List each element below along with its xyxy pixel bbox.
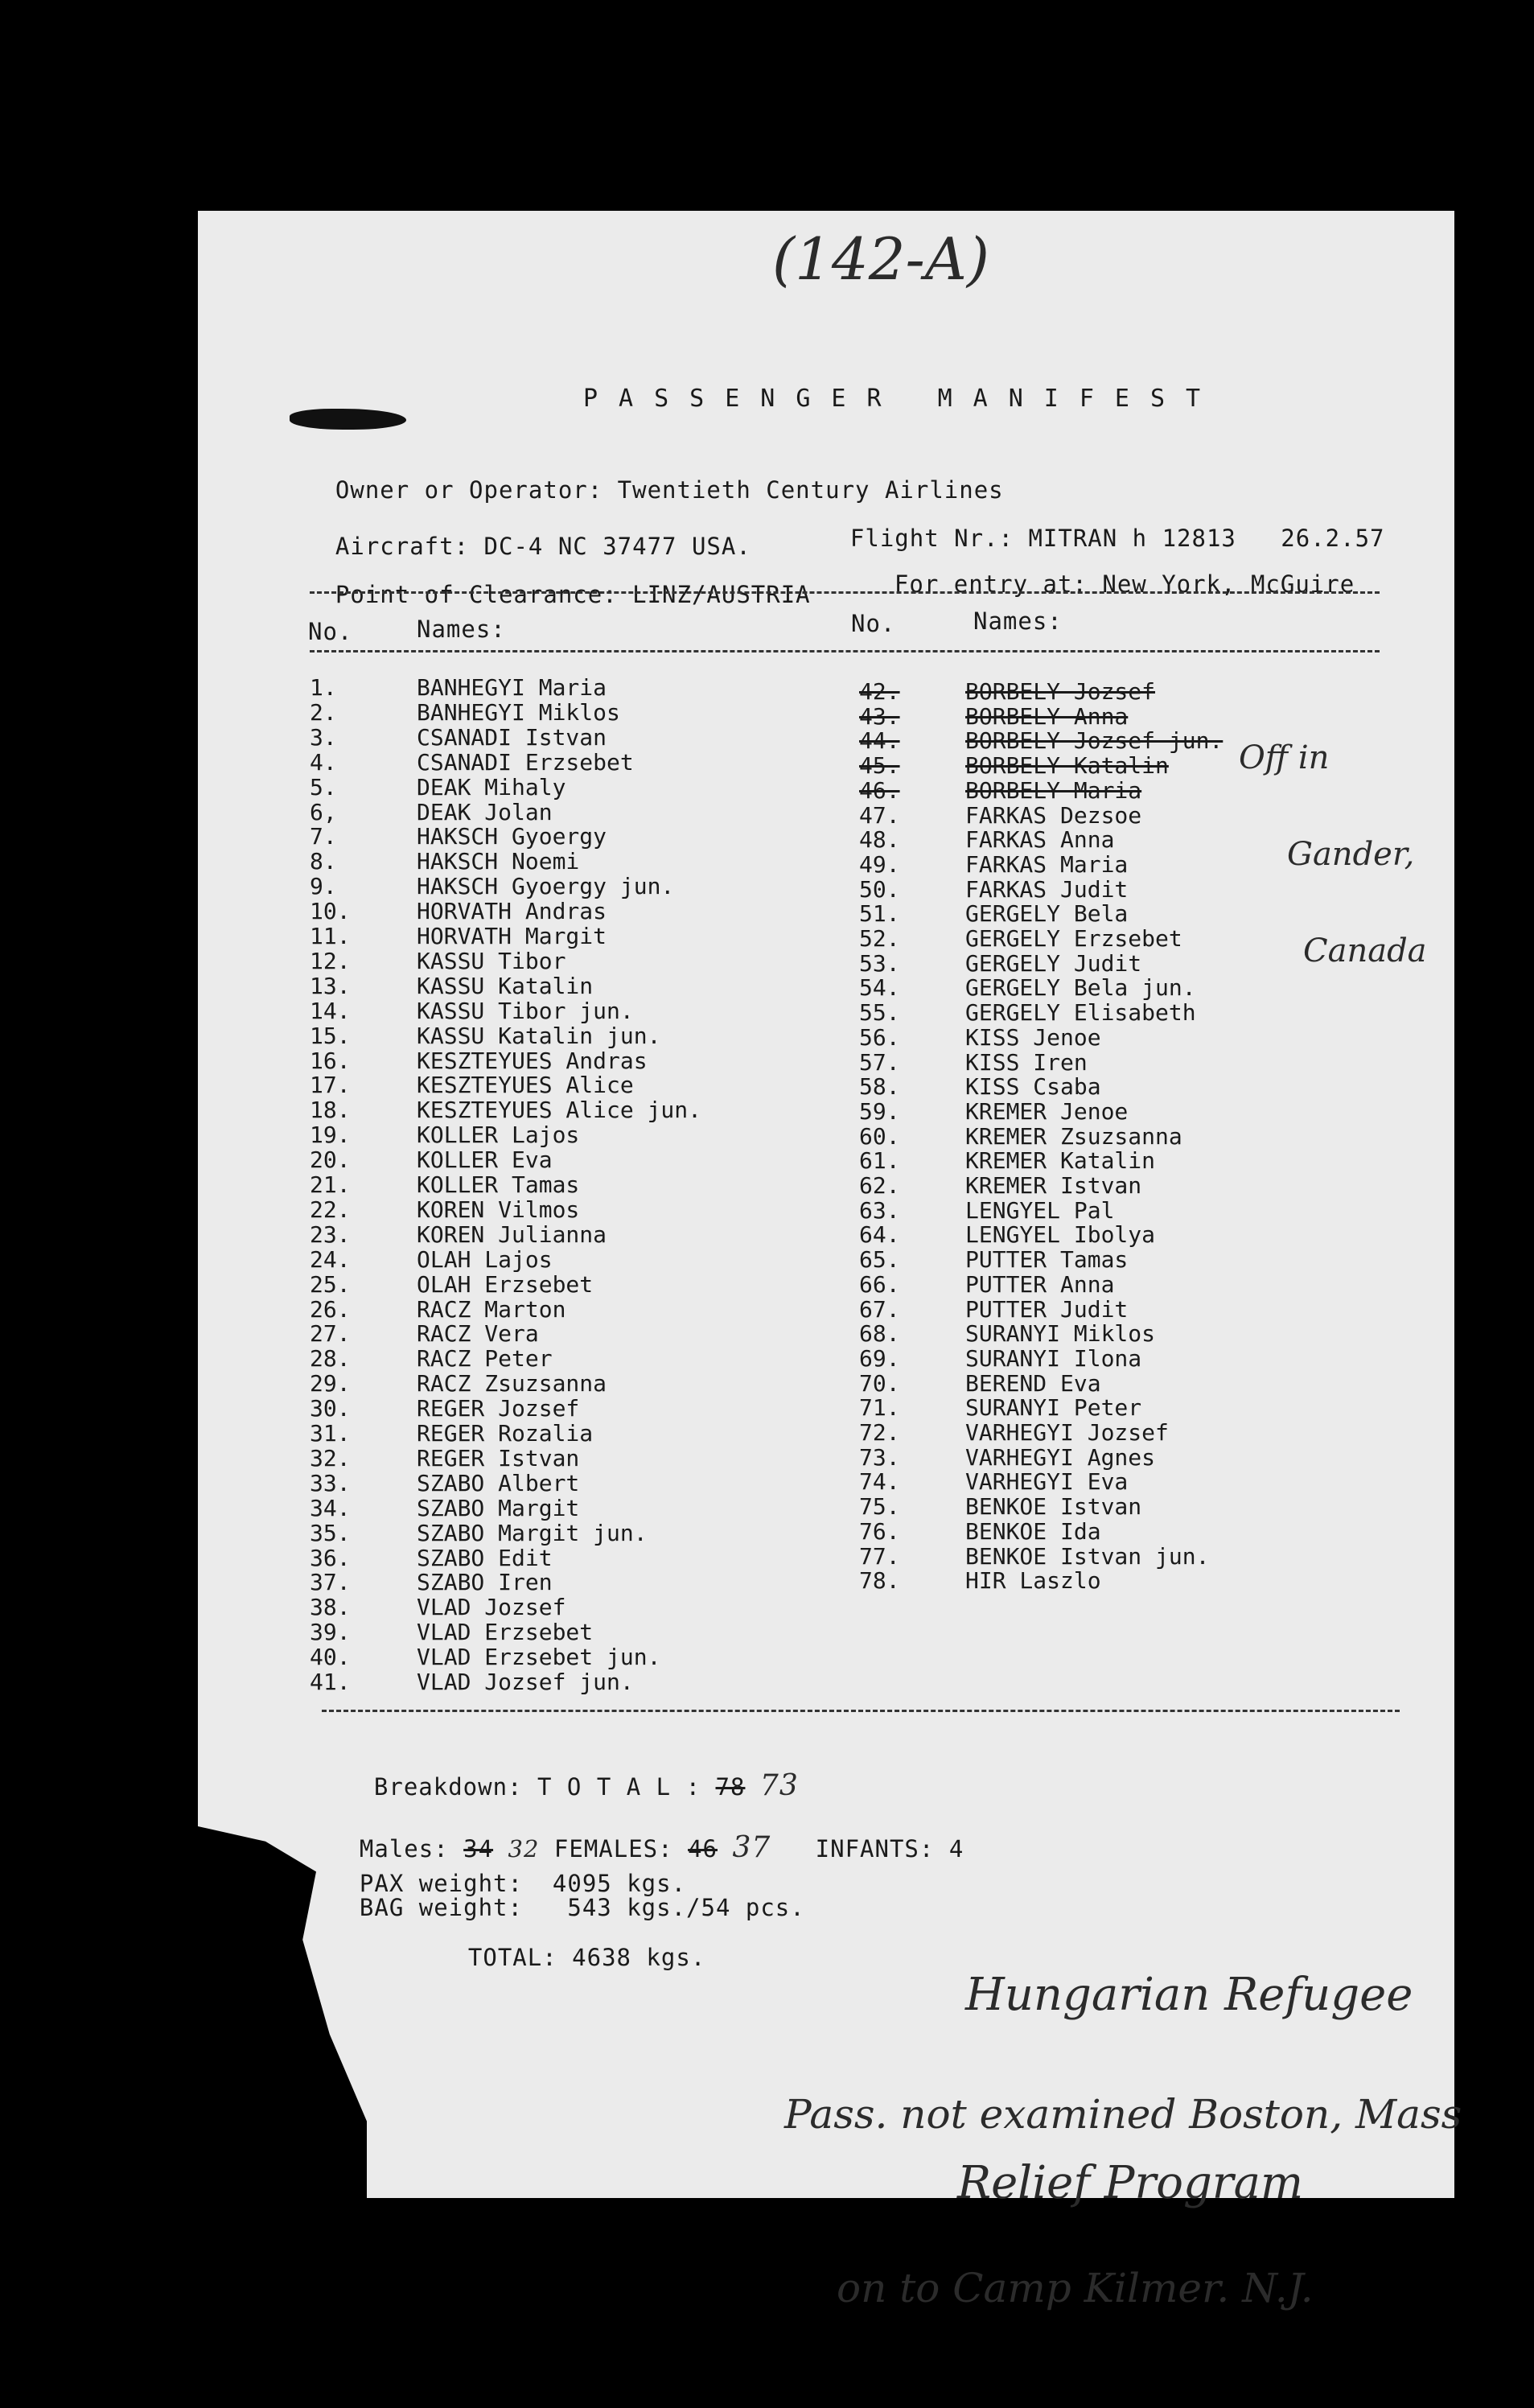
passenger-number: 16. <box>310 1047 351 1074</box>
passenger-name: BENKOE Ida <box>965 1517 1101 1545</box>
bag-value: 543 kgs./54 pcs. <box>567 1894 805 1921</box>
passenger-name: KASSU Tibor jun. <box>417 997 634 1024</box>
passenger-name: DEAK Jolan <box>417 798 553 825</box>
passenger-number: 24. <box>310 1245 351 1273</box>
passenger-number: 67. <box>859 1295 900 1323</box>
passenger-number: 61. <box>859 1147 900 1175</box>
passenger-name: PUTTER Tamas <box>965 1246 1129 1274</box>
passenger-name: SZABO Albert <box>417 1469 580 1496</box>
passenger-number: 48. <box>859 826 900 854</box>
passenger-name: KASSU Tibor <box>417 947 566 974</box>
bag-weight-line <box>330 1867 805 1921</box>
passenger-number: 50. <box>859 875 900 903</box>
passenger-name: KOLLER Tamas <box>417 1171 580 1198</box>
passenger-number: 6, <box>310 798 337 825</box>
passenger-name: SURANYI Miklos <box>965 1320 1156 1348</box>
passenger-name: HIR Laszlo <box>965 1567 1101 1595</box>
passenger-number: 11. <box>310 923 351 949</box>
flight-date: 26.2.57 <box>1281 525 1385 552</box>
passenger-name: BEREND Eva <box>965 1369 1101 1397</box>
passenger-name: GERGELY Elisabeth <box>965 999 1196 1027</box>
total-struck: 78 <box>715 1773 746 1801</box>
passenger-name: CSANADI Istvan <box>417 723 607 751</box>
passenger-number: 8. <box>310 848 337 875</box>
passenger-number: 28. <box>310 1345 351 1373</box>
passenger-number: 23. <box>310 1220 351 1248</box>
header-no-left: No. <box>308 618 353 645</box>
passenger-name: SZABO Margit <box>417 1494 580 1521</box>
passenger-name: KISS Iren <box>965 1048 1088 1076</box>
passenger-name: HAKSCH Noemi <box>417 848 580 875</box>
passenger-number: 29. <box>310 1370 351 1397</box>
passenger-number: 10. <box>310 898 351 925</box>
passenger-number: 40. <box>310 1644 351 1671</box>
passenger-number: 46. <box>859 776 900 804</box>
passenger-number: 47. <box>859 801 900 829</box>
passenger-number: 1. <box>310 674 337 701</box>
owner-value: Twentieth Century Airlines <box>617 476 1004 504</box>
passenger-number: 72. <box>859 1419 900 1446</box>
passenger-name: VLAD Erzsebet jun. <box>417 1644 661 1671</box>
passenger-number: 63. <box>859 1196 900 1224</box>
handwritten-note-2 <box>784 1970 1462 2375</box>
total-weight-line <box>438 1916 705 1971</box>
females-value: 37 <box>732 1831 771 1864</box>
passenger-number: 62. <box>859 1172 900 1199</box>
pax-value: 4095 kgs. <box>552 1870 687 1897</box>
passenger-number: 55. <box>859 999 900 1027</box>
passenger-name: OLAH Lajos <box>417 1245 553 1273</box>
aircraft-label: Aircraft: <box>335 533 470 560</box>
passenger-number: 26. <box>310 1295 351 1323</box>
header-no-right: No. <box>851 610 896 637</box>
passenger-number: 58. <box>859 1073 900 1101</box>
passenger-number: 64. <box>859 1221 900 1249</box>
passenger-name: REGER Istvan <box>417 1444 580 1472</box>
passenger-number: 71. <box>859 1394 900 1422</box>
passenger-number: 5. <box>310 773 337 801</box>
aircraft-value: DC-4 NC 37477 USA. <box>483 533 751 560</box>
passenger-number: 73. <box>859 1443 900 1471</box>
pax-label: PAX weight: <box>359 1870 523 1897</box>
passenger-number: 44. <box>859 727 900 755</box>
passenger-number: 2. <box>310 698 337 726</box>
passenger-number: 65. <box>859 1246 900 1274</box>
passenger-number: 4. <box>310 748 337 776</box>
passenger-name: VLAD Erzsebet <box>417 1619 594 1646</box>
passenger-name: SZABO Edit <box>417 1544 553 1571</box>
passenger-name: HORVATH Andras <box>417 898 607 925</box>
passenger-number: 9. <box>310 873 337 900</box>
passenger-name: PUTTER Anna <box>965 1270 1115 1298</box>
males-struck: 34 <box>463 1835 494 1863</box>
clearance-line <box>306 554 811 608</box>
passenger-name: REGER Rozalia <box>417 1420 594 1447</box>
passenger-name: HAKSCH Gyoergy <box>417 823 607 850</box>
passenger-name: BORBELY Jozsef jun. <box>965 727 1223 755</box>
passenger-number: 60. <box>859 1122 900 1150</box>
clearance-value: LINZ/AUSTRIA <box>632 581 811 608</box>
passenger-number: 7. <box>310 823 337 850</box>
passenger-number: 3. <box>310 723 337 751</box>
passenger-number: 22. <box>310 1196 351 1223</box>
breakdown-line <box>344 1742 799 1802</box>
entry-label: For entry at: <box>894 570 1088 598</box>
clearance-label: Point of Clearance: <box>335 581 618 608</box>
passenger-number: 27. <box>310 1320 351 1348</box>
passenger-name: RACZ Zsuzsanna <box>417 1370 607 1397</box>
passenger-name: KESZTEYUES Alice <box>417 1072 634 1099</box>
breakdown-label: Breakdown: <box>373 1773 523 1801</box>
passenger-number: 45. <box>859 752 900 780</box>
passenger-number: 59. <box>859 1097 900 1125</box>
page-title: PASSENGER MANIFEST <box>583 385 1222 413</box>
passenger-number: 54. <box>859 974 900 1002</box>
passenger-name: BORBELY Maria <box>965 776 1142 804</box>
passenger-name: BANHEGYI Miklos <box>417 698 620 726</box>
passenger-name: BORBELY Jozsef <box>965 678 1156 705</box>
passenger-name: HORVATH Margit <box>417 923 607 949</box>
passenger-name: GERGELY Bela jun. <box>965 974 1196 1002</box>
males-label: Males: <box>359 1835 449 1863</box>
entry-line <box>865 543 1355 598</box>
passenger-name: KOLLER Eva <box>417 1146 553 1174</box>
males-value: 32 <box>508 1835 540 1863</box>
passenger-name: PUTTER Judit <box>965 1295 1129 1323</box>
passenger-number: 53. <box>859 949 900 977</box>
handnote-line: Hungarian Refugee <box>965 1969 1413 2021</box>
passenger-name: VARHEGYI Agnes <box>965 1443 1156 1471</box>
passenger-number: 43. <box>859 702 900 730</box>
passenger-name: VLAD Jozsef jun. <box>417 1669 634 1695</box>
passenger-number: 17. <box>310 1072 351 1099</box>
passenger-name: FARKAS Judit <box>965 875 1129 903</box>
flight-value: MITRAN h 12813 <box>1028 525 1236 552</box>
passenger-number: 57. <box>859 1048 900 1076</box>
passenger-name: HAKSCH Gyoergy jun. <box>417 873 675 900</box>
passenger-number: 39. <box>310 1619 351 1646</box>
passenger-number: 42. <box>859 678 900 705</box>
passenger-number: 33. <box>310 1469 351 1496</box>
passenger-number: 15. <box>310 1022 351 1049</box>
infants-value: 4 <box>948 1835 964 1863</box>
passenger-name: KESZTEYUES Alice jun. <box>417 1097 702 1124</box>
passenger-number: 52. <box>859 925 900 952</box>
redaction-mark <box>290 409 406 430</box>
passenger-number: 14. <box>310 997 351 1024</box>
passenger-number: 56. <box>859 1023 900 1051</box>
passenger-name: BANHEGYI Maria <box>417 674 607 701</box>
passenger-name: KOLLER Lajos <box>417 1122 580 1149</box>
passenger-name: KREMER Jenoe <box>965 1097 1129 1125</box>
total-label: T O T A L : <box>537 1773 701 1801</box>
divider-header <box>310 650 1380 652</box>
passenger-number: 12. <box>310 947 351 974</box>
bag-label: BAG weight: <box>359 1894 523 1921</box>
passenger-name: KISS Jenoe <box>965 1023 1101 1051</box>
passenger-name: RACZ Marton <box>417 1295 566 1323</box>
passenger-number: 18. <box>310 1097 351 1124</box>
passenger-name: FARKAS Anna <box>965 826 1115 854</box>
passenger-number: 19. <box>310 1122 351 1149</box>
passenger-number: 78. <box>859 1567 900 1595</box>
passenger-number: 34. <box>310 1494 351 1521</box>
passenger-number: 30. <box>310 1395 351 1422</box>
passenger-name: VLAD Jozsef <box>417 1594 566 1621</box>
passenger-name: BENKOE Istvan <box>965 1493 1142 1521</box>
passenger-number: 75. <box>859 1493 900 1521</box>
passenger-name: SURANYI Ilona <box>965 1344 1142 1372</box>
passenger-name: SZABO Margit jun. <box>417 1519 648 1546</box>
passenger-name: KASSU Katalin <box>417 972 594 999</box>
header-names-left: Names: <box>417 615 506 643</box>
passenger-number: 31. <box>310 1420 351 1447</box>
passenger-name: KREMER Istvan <box>965 1172 1142 1199</box>
females-label: FEMALES: <box>553 1835 673 1863</box>
handnote-line: Relief Program <box>957 2157 1304 2209</box>
passenger-name: VARHEGYI Eva <box>965 1468 1129 1496</box>
passenger-name: BENKOE Istvan jun. <box>965 1542 1210 1570</box>
passenger-name: GERGELY Bela <box>965 900 1129 928</box>
passenger-name: DEAK Mihaly <box>417 773 566 801</box>
passenger-name: KASSU Katalin jun. <box>417 1022 661 1049</box>
passenger-number: 35. <box>310 1519 351 1546</box>
passenger-number: 77. <box>859 1542 900 1570</box>
passenger-number: 21. <box>310 1171 351 1198</box>
passenger-number: 37. <box>310 1569 351 1596</box>
margin-note-line: Canada <box>1303 932 1427 969</box>
passenger-name: SZABO Iren <box>417 1569 553 1596</box>
passenger-number: 25. <box>310 1270 351 1298</box>
passenger-name: KISS Csaba <box>965 1073 1101 1101</box>
header-names-right: Names: <box>973 607 1063 635</box>
passenger-number: 32. <box>310 1444 351 1472</box>
passenger-name: LENGYEL Pal <box>965 1196 1115 1224</box>
flight-label: Flight Nr.: <box>849 525 1014 552</box>
margin-note-line: Off in <box>1239 739 1330 776</box>
passenger-number: 76. <box>859 1517 900 1545</box>
passenger-name: RACZ Peter <box>417 1345 553 1373</box>
passenger-number: 41. <box>310 1669 351 1695</box>
passenger-name: BORBELY Anna <box>965 702 1129 730</box>
passenger-number: 13. <box>310 972 351 999</box>
passenger-name: REGER Jozsef <box>417 1395 580 1422</box>
passenger-number: 70. <box>859 1369 900 1397</box>
passenger-number: 20. <box>310 1146 351 1174</box>
passenger-name: KREMER Katalin <box>965 1147 1156 1175</box>
handnote-line: Pass. not examined Boston, Mass <box>784 2091 1462 2138</box>
females-struck: 46 <box>688 1835 718 1863</box>
passenger-number: 38. <box>310 1594 351 1621</box>
passenger-name: KOREN Julianna <box>417 1220 607 1248</box>
passenger-name: GERGELY Judit <box>965 949 1142 977</box>
passenger-number: 66. <box>859 1270 900 1298</box>
passenger-name: GERGELY Erzsebet <box>965 925 1182 952</box>
total-weight-label: TOTAL: <box>467 1944 557 1971</box>
entry-value: New York, McGuire <box>1102 570 1355 598</box>
passenger-name: OLAH Erzsebet <box>417 1270 594 1298</box>
passenger-name: BORBELY Katalin <box>965 752 1169 780</box>
owner-line <box>306 449 1004 504</box>
passenger-name: FARKAS Dezsoe <box>965 801 1142 829</box>
margin-note <box>1239 677 1427 999</box>
passenger-number: 51. <box>859 900 900 928</box>
passenger-number: 36. <box>310 1544 351 1571</box>
total-weight-value: 4638 kgs. <box>572 1944 706 1971</box>
passenger-name: KREMER Zsuzsanna <box>965 1122 1182 1150</box>
passenger-name: RACZ Vera <box>417 1320 539 1348</box>
margin-note-line: Gander, <box>1287 836 1415 873</box>
passenger-name: VARHEGYI Jozsef <box>965 1419 1169 1446</box>
handwritten-reference: (142-A) <box>772 225 989 293</box>
passenger-number: 69. <box>859 1344 900 1372</box>
owner-label: Owner or Operator: <box>335 476 603 504</box>
passenger-number: 49. <box>859 850 900 878</box>
passenger-name: KESZTEYUES Andras <box>417 1047 648 1074</box>
infants-label: INFANTS: <box>815 1835 935 1863</box>
passenger-name: LENGYEL Ibolya <box>965 1221 1156 1249</box>
passenger-number: 68. <box>859 1320 900 1348</box>
passenger-name: KOREN Vilmos <box>417 1196 580 1223</box>
passenger-name: SURANYI Peter <box>965 1394 1142 1422</box>
total-value: 73 <box>759 1769 799 1802</box>
handnote-line: on to Camp Kilmer. N.J. <box>837 2265 1314 2311</box>
divider-bottom <box>322 1710 1400 1712</box>
passenger-name: FARKAS Maria <box>965 850 1129 878</box>
passenger-number: 74. <box>859 1468 900 1496</box>
aircraft-line <box>306 505 751 560</box>
divider-top <box>310 591 1380 594</box>
passenger-name: CSANADI Erzsebet <box>417 748 634 776</box>
